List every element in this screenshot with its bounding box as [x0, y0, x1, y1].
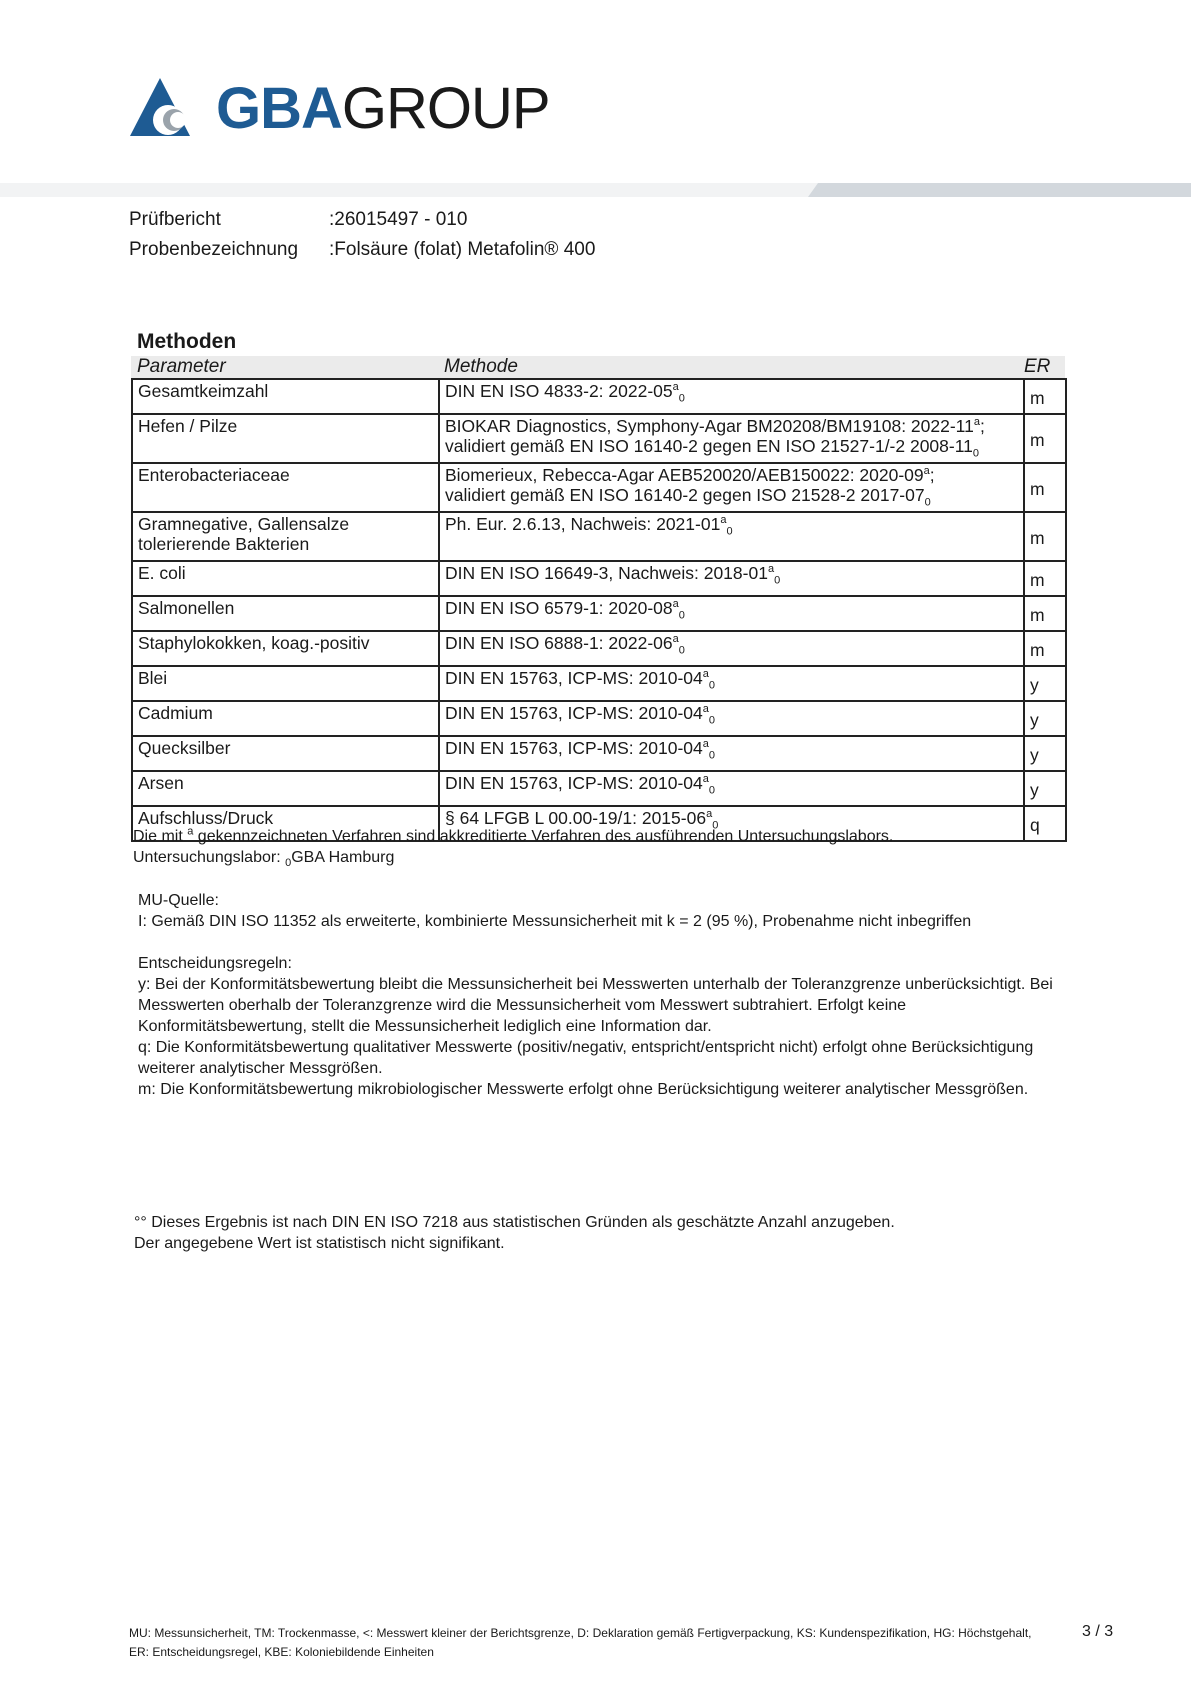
lab-line [133, 847, 394, 868]
parameter-cell: Arsen [132, 771, 439, 806]
method-line: DIN EN 15763, ICP-MS: $2010-04^a_0$ [445, 773, 716, 797]
table-row [132, 596, 1066, 631]
method-line: DIN EN 15763, ICP-MS: $2010-04^a_0$ [445, 738, 716, 762]
table-row [132, 771, 1066, 806]
method-line: § 64 LFGB L 00.00-19/1: $2015-06^a_0$ [445, 808, 719, 832]
header-method: Methode [444, 356, 518, 377]
header-bar [0, 183, 1191, 197]
parameter-cell: E. coli [132, 561, 439, 596]
method-cell [439, 561, 1024, 596]
er-cell: m [1024, 414, 1066, 463]
method-cell [439, 631, 1024, 666]
lab-mark: 0 [708, 679, 716, 692]
method-line: Biomerieux, Rebecca-Agar AEB520020/AEB150022: 2020-09$^a$; [445, 465, 935, 485]
sample-name-label: Probenbezeichnung [129, 239, 299, 260]
lab-mark: 0 [726, 525, 733, 538]
footer-legend-line-2: ER: Entscheidungsregel, KBE: Koloniebildende Einheiten [129, 1645, 434, 1659]
lab-mark: 0 [708, 714, 716, 727]
method-cell [439, 379, 1024, 414]
accreditation-mark: a [702, 703, 709, 716]
parameter-cell: Staphylokokken, koag.-positiv [132, 631, 439, 666]
er-cell: y [1024, 701, 1066, 736]
method-cell [439, 701, 1024, 736]
lab-mark: 0 [972, 447, 980, 460]
mu-title: MU-Quelle: [138, 892, 219, 909]
rules-line: Konformitätsbewertung, stellt die Messunsicherheit lediglich eine Information dar. [138, 1018, 712, 1035]
report-number-value: :26015497 - 010 [329, 209, 468, 230]
rules-title: Entscheidungsregeln: [138, 955, 292, 972]
header-er: ER [1024, 356, 1051, 377]
table-row [132, 631, 1066, 666]
footer-legend-line-1: MU: Messunsicherheit, TM: Trockenmasse, <: Messwert kleiner der Berichtsgrenze, D: Deklaration gemäß Fertigverpackung, KS: Kundenspezifikation, HG: Höchstgehalt, [129, 1626, 1032, 1640]
er-cell: m [1024, 463, 1066, 512]
mu-text: I: Gemäß DIN ISO 11352 als erweiterte, kombinierte Messunsicherheit mit k = 2 (95 %), Probenahme nicht inbegriffen [138, 913, 972, 930]
parameter-cell: Salmonellen [132, 596, 439, 631]
sample-name-row [129, 238, 595, 262]
table-row [132, 463, 1066, 512]
lab-mark: 0 [708, 749, 716, 762]
parameter-cell: Blei [132, 666, 439, 701]
accreditation-mark: a [702, 738, 709, 751]
method-cell [439, 512, 1024, 561]
gba-logo-icon [130, 76, 210, 140]
er-cell: m [1024, 631, 1066, 666]
accreditation-mark: a [672, 598, 679, 611]
report-number-label: Prüfbericht [129, 209, 221, 230]
header-parameter: Parameter [137, 356, 226, 377]
rules-line: q: Die Konformitätsbewertung qualitativer Messwerte (positiv/negativ, entspricht/entspricht nicht) erfolgt ohne Berücksichtigung [138, 1039, 1034, 1056]
method-line: validiert gemäß EN ISO 16140-2 gegen EN ISO 21527-1/-2 $2008-11_0$ [445, 436, 980, 460]
accreditation-note: Die mit $^a$ gekennzeichneten Verfahren sind akkreditierte Verfahren des ausführenden Untersuchungslabors. [133, 825, 894, 845]
table-row [132, 379, 1066, 414]
parameter-cell: Enterobacteriaceae [132, 463, 439, 512]
rules-line: y: Bei der Konformitätsbewertung bleibt die Messunsicherheit bei Messwerten unterhalb der Toleranzgrenze unberücksichtigt. Bei [138, 976, 1053, 993]
logo-text-group: GROUP [341, 76, 550, 141]
accreditation-mark: a [672, 381, 679, 394]
method-cell [439, 596, 1024, 631]
lab-mark: 0 [708, 784, 716, 797]
accreditation-mark: a [672, 633, 679, 646]
table-row [132, 701, 1066, 736]
accreditation-mark: a [702, 773, 709, 786]
er-cell: m [1024, 379, 1066, 414]
footnote-line-2: Der angegebene Wert ist statistisch nicht signifikant. [134, 1235, 505, 1252]
method-cell [439, 736, 1024, 771]
methods-title: Methoden [137, 330, 237, 353]
table-row [132, 561, 1066, 596]
method-line: Ph. Eur. 2.6.13, Nachweis: $2021-01^a_0$ [445, 514, 733, 538]
footnote-line-1: °° Dieses Ergebnis ist nach DIN EN ISO 7218 aus statistischen Gründen als geschätzte Anzahl anzugeben. [134, 1214, 895, 1231]
parameter-cell: Quecksilber [132, 736, 439, 771]
lab-mark: 0 [678, 609, 685, 622]
er-cell: m [1024, 561, 1066, 596]
lab-value: GBA Hamburg [291, 849, 395, 866]
company-logo [130, 76, 560, 140]
lab-mark: 0 [712, 819, 719, 832]
method-line: BIOKAR Diagnostics, Symphony-Agar BM20208/BM19108: 2022-11$^a$; [445, 416, 985, 436]
parameter-cell: Gesamtkeimzahl [132, 379, 439, 414]
er-cell: y [1024, 666, 1066, 701]
method-line: DIN EN ISO 16649-3, Nachweis: $2018-01^a_0$ [445, 563, 781, 587]
method-line: validiert gemäß EN ISO 16140-2 gegen ISO 21528-2 $2017-07_0$ [445, 485, 931, 509]
accreditation-mark: a [973, 416, 980, 429]
lab-mark: 0 [678, 644, 685, 657]
er-cell: q [1024, 806, 1066, 841]
parameter-cell: Cadmium [132, 701, 439, 736]
accreditation-mark: a [767, 563, 775, 576]
method-cell [439, 666, 1024, 701]
lab-mark: 0 [678, 392, 685, 405]
parameter-cell: Gramnegative, Gallensalze tolerierende Bakterien [132, 512, 439, 561]
accreditation-mark: a [923, 465, 930, 478]
er-cell: m [1024, 512, 1066, 561]
er-cell: m [1024, 596, 1066, 631]
er-cell: y [1024, 736, 1066, 771]
methods-header-row [131, 356, 1065, 378]
sample-name-value: :Folsäure (folat) Metafolin® 400 [329, 239, 596, 260]
method-line: DIN EN ISO 4833-2: $2022-05^a_0$ [445, 381, 685, 405]
rules-line: m: Die Konformitätsbewertung mikrobiologischer Messwerte erfolgt ohne Berücksichtigung weiterer analytischer Messgrößen. [138, 1081, 1029, 1098]
report-number-row [129, 208, 467, 232]
method-line: DIN EN ISO 6579-1: $2020-08^a_0$ [445, 598, 685, 622]
method-cell [439, 463, 1024, 512]
lab-mark: 0 [774, 574, 781, 587]
methods-table [131, 378, 1067, 842]
page-number: 3 / 3 [1082, 1623, 1114, 1640]
parameter-cell: Hefen / Pilze [132, 414, 439, 463]
rules-text [138, 974, 1078, 1100]
accreditation-mark: a [720, 514, 727, 527]
lab-sub: 0 [285, 857, 292, 870]
logo-text-gba: GBA [216, 76, 342, 141]
rules-line: Messwerten oberhalb der Toleranzgrenze wird die Messunsicherheit vom Messwert subtrahiert. Erfolgt keine [138, 997, 907, 1014]
accreditation-sup: a [187, 825, 194, 838]
er-cell: y [1024, 771, 1066, 806]
method-line: DIN EN 15763, ICP-MS: $2010-04^a_0$ [445, 668, 716, 692]
rules-line: weiterer analytischer Messgrößen. [138, 1060, 383, 1077]
method-cell [439, 414, 1024, 463]
lab-mark: 0 [924, 496, 931, 509]
table-row [132, 414, 1066, 463]
table-row [132, 666, 1066, 701]
method-cell [439, 771, 1024, 806]
method-line: DIN EN ISO 6888-1: $2022-06^a_0$ [445, 633, 685, 657]
parameter-cell: Aufschluss/Druck [132, 806, 439, 841]
accreditation-mark: a [706, 808, 713, 821]
method-line: DIN EN 15763, ICP-MS: $2010-04^a_0$ [445, 703, 716, 727]
accreditation-mark: a [702, 668, 709, 681]
lab-label: Untersuchungslabor: [133, 849, 286, 866]
table-row [132, 736, 1066, 771]
table-row [132, 512, 1066, 561]
